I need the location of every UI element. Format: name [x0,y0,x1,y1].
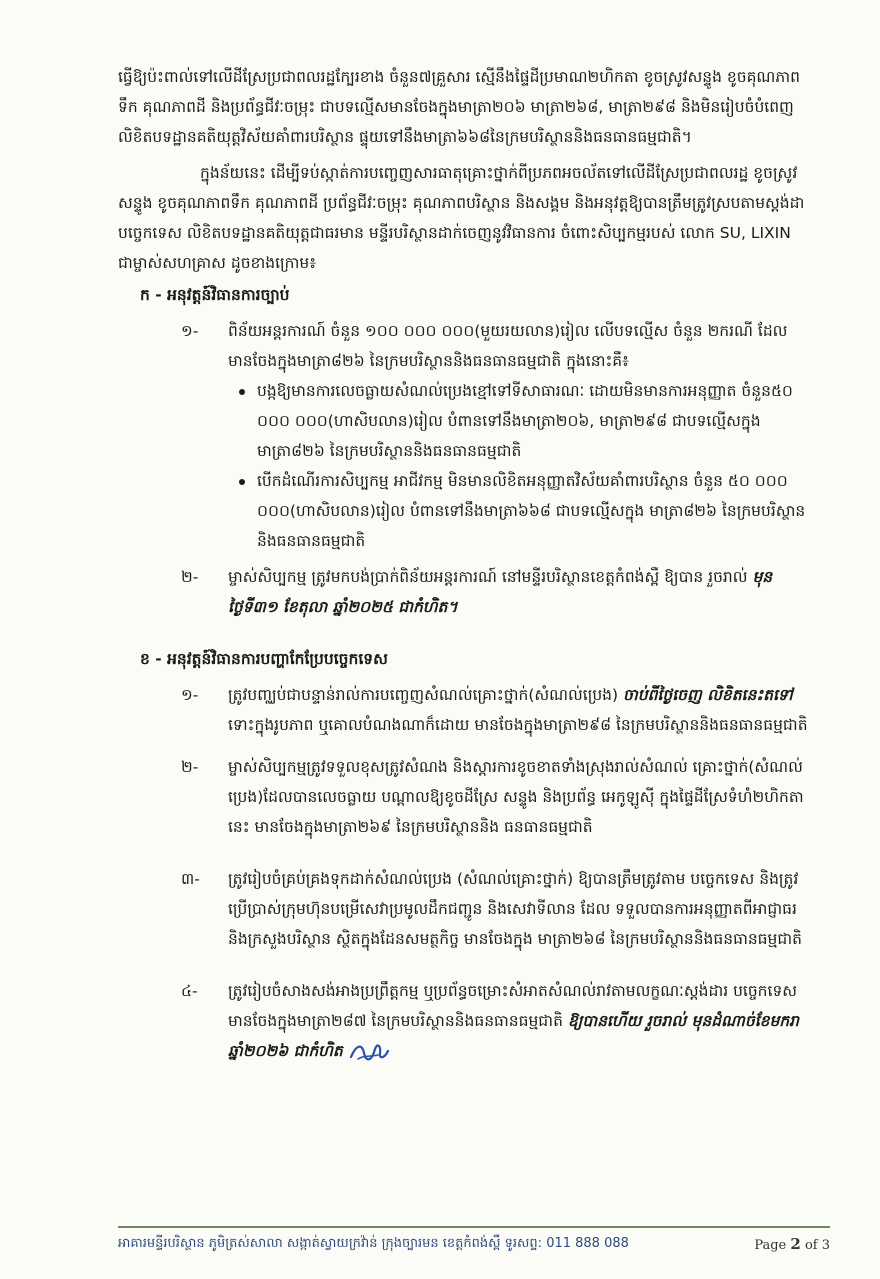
section-a-heading: ក - អនុវត្តន៍វិធានការច្បាប់ [140,286,290,304]
list-item: បង្កឱ្យមានការលេចធ្លាយសំណល់ប្រេងខ្មៅទៅទីសាធារណៈ ដោយមិនមានការអនុញ្ញាត ចំនួន៥០ ០០០ ០០០(ហាសិបលាន)រៀល បំពានទៅនឹងមាត្រា២០៦, មាត្រា២៩៨ ជាបទល្មើសក្នុងមាត្រា៨២៦ នៃក្រមបរិស្ថាននិងធនធានធម្មជាតិ [257,376,810,466]
page-number-total: 3 [821,1238,830,1253]
item-text: ពិន័យអន្តរការណ៍ ចំនួន ១០០ ០០០ ០០០(មួយរយលាន)រៀល លើបទល្មើស ចំនួន ២ករណី ដែលមានចែងក្នុងមាត្រា៨២៦ នៃក្រមបរិស្ថាននិងធនធានធម្មជាតិ ក្នុងនោះគឺ៖ [228,322,788,370]
item-text: ត្រូវរៀបចំគ្រប់គ្រងទុកដាក់សំណល់ប្រេង (សំណល់គ្រោះថ្នាក់) ឱ្យបានត្រឹមត្រូវតាម បច្ចេកទេស និងត្រូវប្រើប្រាស់ក្រុមហ៊ុនបម្រើសេវាប្រមូលដឹកជញ្ជូន និងសេវាទីលាន ដែល ទទួលបានការអនុញ្ញាតពីអាជ្ញាធរ និងក្រសួងបរិស្ថាន ស្ថិតក្នុងដែនសមត្ថកិច្ច មានចែងក្នុង មាត្រា២៦៨ នៃក្រមបរិស្ថាននិងធនធានធម្មជាតិ [228,870,802,948]
item-text: ទោះក្នុងរូបភាព ឬគោលបំណងណាក៏ដោយ មានចែងក្នុងមាត្រា២៩៨ នៃក្រមបរិស្ថាននិងធនធានធម្មជាតិ [228,716,808,734]
list-item: បើកដំណើរការសិប្បកម្ម អាជីវកម្ម មិនមានលិខិតអនុញ្ញាតវិស័យគាំពារបរិស្ថាន ចំនួន ៥០ ០០០ ០០០(ហាសិបលាន)រៀល បំពានទៅនឹងមាត្រា៦៦៨ ជាបទល្មើសក្នុង មាត្រា៨២៦ នៃក្រមបរិស្ថាននិងធនធានធម្មជាតិ [257,466,810,556]
item-number: ៤- [181,982,198,1000]
page-number-prefix: Page [754,1238,791,1253]
initials-signature-icon [348,1039,392,1065]
section-b-item-1 [181,680,810,740]
section-b-heading: ខ - អនុវត្តន៍វិធានការបញ្ហាកែប្រែបច្ចេកទេស [140,650,388,668]
page-number-current: 2 [790,1235,801,1253]
document-body [0,62,880,1066]
item-number: ២- [181,758,199,776]
footer-address: អាគារមន្ទីរបរិស្ថាន ភូមិត្រស់សាលា សង្កាត់ស្វាយក្រវ៉ាន់ ក្រុងច្បារមន ខេត្តកំពង់ស្ពឺ ទូរសព្ទ: 011 888 088 [118,1236,629,1251]
item-text: ត្រូវបញ្ឈប់ជាបន្ទាន់រាល់ការបញ្ចេញសំណល់គ្រោះថ្នាក់(សំណល់ប្រេង) [228,686,619,704]
item-text: ត្រូវរៀបចំសាងសង់អាងប្រព្រឹត្តកម្ម ឬប្រព័ន្ធចម្រោះសំអាតសំណល់រាវតាមលក្ខណៈស្តង់ដារ បច្ចេកទេស មានចែងក្នុងមាត្រា២៨៧ នៃក្រមបរិស្ថាននិងធនធានធម្មជាតិ [228,982,798,1030]
fine-breakdown-list [0,376,880,556]
section-b-item-3 [181,864,810,954]
construction-deadline: ឱ្យបានហើយ រួចរាល់ មុនដំណាច់ខែមករា ឆ្នាំ២០២៦ ជាកំហិត [228,1012,799,1060]
page-number-separator: of [800,1238,822,1253]
item-number: ១- [181,322,199,340]
item-number: ៣- [181,870,200,888]
item-text: ម្ចាស់សិប្បកម្មត្រូវទទួលខុសត្រូវសំណង និងស្តារការខូចខាតទាំងស្រុងរាល់សំណល់ គ្រោះថ្នាក់(សំណល់ប្រេង)ដែលបានលេចធ្លាយ បណ្តាលឱ្យខូចដីស្រែ សន្ទូង និងប្រព័ន្ធ អេកូឡូស៊ី ក្នុងផ្ទៃដីស្រែទំហំ២ហិកតានេះ មានចែងក្នុងមាត្រា២៦៩ នៃក្រមបរិស្ថាននិង ធនធានធម្មជាតិ [228,758,804,836]
section-b-item-4 [181,976,810,1066]
paragraph-violation-summary: ធ្វើឱ្យប៉ះពាល់ទៅលើដីស្រែប្រជាពលរដ្ឋក្បែរខាង ចំនួន៧គ្រួសារ ស្មើនឹងផ្ទៃដីប្រមាណ២ហិកតា ខូចស្រូវសន្ទូង ខូចគុណភាពទឹក គុណភាពដី និងប្រព័ន្ធជីវៈចម្រុះ ជាបទល្មើសមានចែងក្នុងមាត្រា២០៦ មាត្រា២៦៨, មាត្រា២៩៨ និងមិនរៀបចំបំពេញលិខិតបទដ្ឋានគតិយុត្តវិស័យគាំពារបរិស្ថាន ផ្ទុយទៅនឹងមាត្រា៦៦៨នៃក្រមបរិស្ថាននិងធនធានធម្មជាតិ។ [118,68,800,146]
page-number [754,1234,830,1256]
paragraph-measures-text: ក្នុងន័យនេះ ដើម្បីទប់ស្កាត់ការបញ្ចេញសារធាតុគ្រោះថ្នាក់ពីប្រភពអចល័តទៅលើដីស្រែប្រជាពលរដ្ឋ ខូចស្រូវសន្ទូង ខូចគុណភាពទឹក គុណភាពដី ប្រព័ន្ធជីវៈចម្រុះ គុណភាពបរិស្ថាន និងសង្គម និងអនុវត្តឱ្យបានត្រឹមត្រូវស្របតាមស្តង់ដាបច្ចេកទេស លិខិតបទដ្ឋានគតិយុត្តជាធរមាន មន្ទីរបរិស្ថានដាក់ចេញនូវវិធានការ ចំពោះសិប្បកម្មរបស់ លោក SU, LIXIN ជាម្ចាស់សហគ្រាស ដូចខាងក្រោម៖ [118,164,805,272]
section-a-item-2 [181,562,810,622]
item-number: ១- [181,686,199,704]
section-b-item-2 [181,752,810,842]
item-number: ២- [181,568,199,586]
payment-deadline: មុនថ្ងៃទី៣១ ខែតុលា ឆ្នាំ២០២៥ ជាកំហិត។ [228,568,773,616]
section-a-item-1 [181,316,810,376]
page-footer [118,1226,830,1256]
item-text: ម្ចាស់សិប្បកម្ម ត្រូវមកបង់ប្រាក់ពិន័យអន្តរការណ៍ នៅមន្ទីរបរិស្ថានខេត្តកំពង់ស្ពឺ ឱ្យបាន រួចរាល់ [228,568,748,586]
effective-date-emphasis: ចាប់ពីថ្ងៃចេញ លិខិតនេះតទៅ [623,686,793,704]
paragraph-measures-intro [118,158,808,278]
